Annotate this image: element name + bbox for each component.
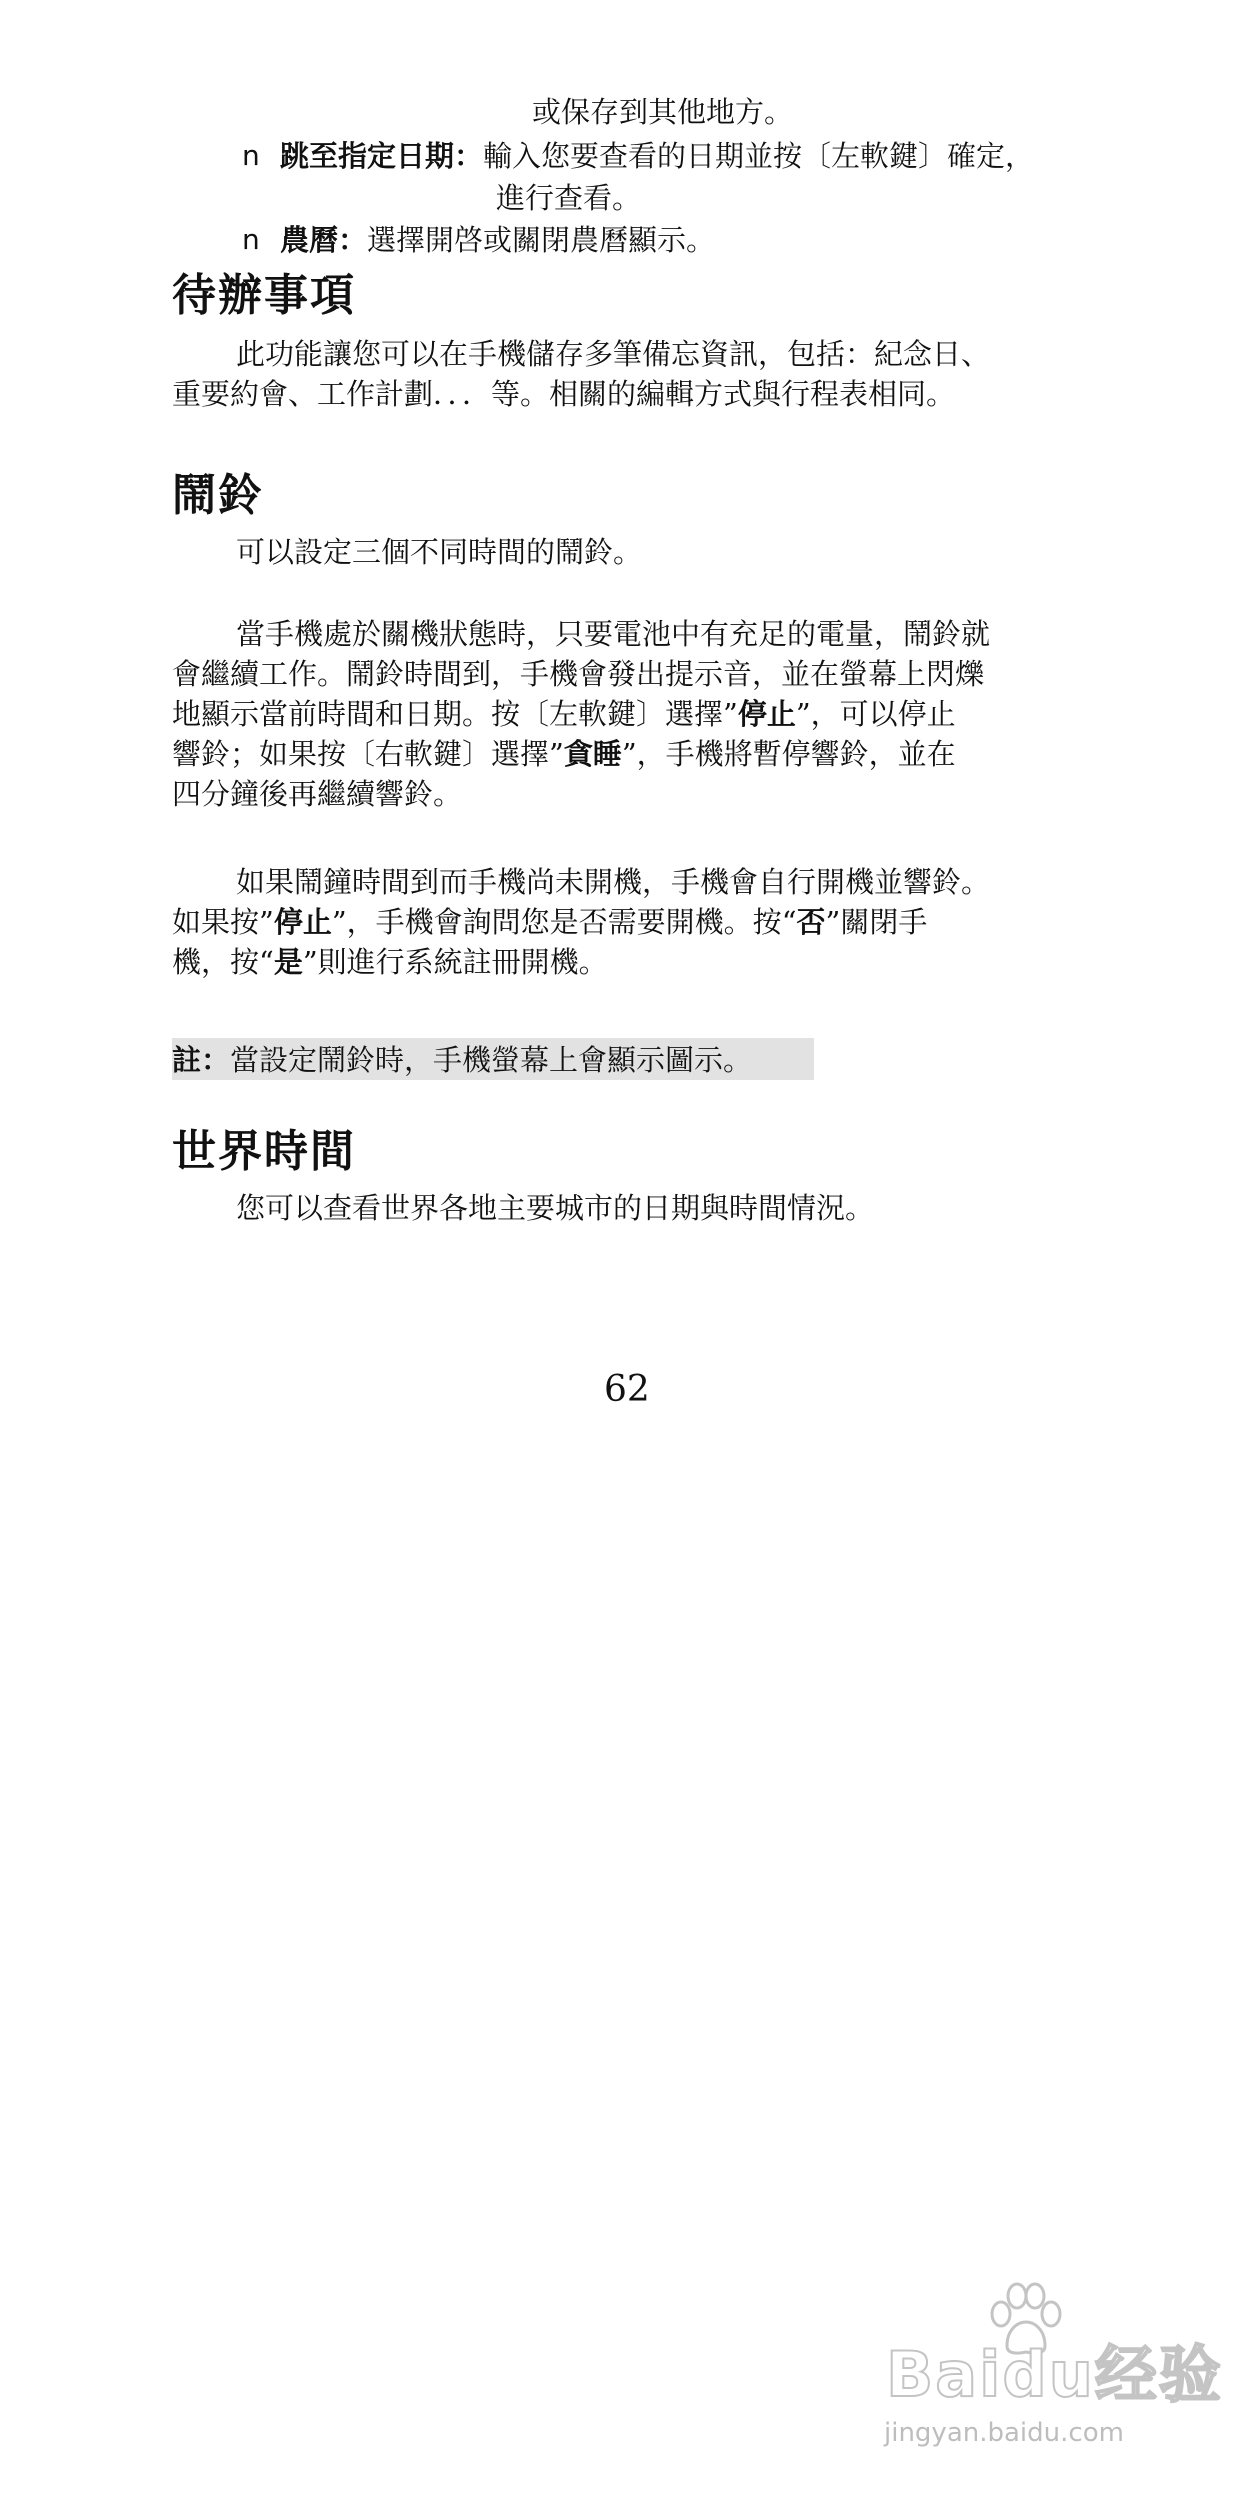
quote-mark: “: [259, 945, 274, 979]
text-run: 如果按: [172, 905, 260, 939]
watermark-logo-text: Baidu经验: [886, 2338, 1223, 2411]
paragraph-line: [172, 694, 956, 734]
note: [172, 1040, 752, 1080]
bullet-text: 選擇開啓或關閉農曆顯示。: [367, 223, 716, 257]
page-number: 62: [604, 1369, 650, 1410]
watermark-url: jingyan.baidu.com: [884, 2418, 1124, 2448]
text-run: 機，按: [172, 945, 260, 979]
paragraph-line: 如果鬧鐘時間到而手機尚未開機，手機會自行開機並響鈴。: [236, 865, 991, 899]
bullet-text: 輸入您要查看的日期並按〔左軟鍵〕確定，: [483, 139, 1035, 173]
paragraph-line: 會繼續工作。鬧鈴時間到，手機會發出提示音，並在螢幕上閃爍: [172, 657, 985, 691]
paragraph-line: [172, 942, 608, 982]
quote-mark: ”: [723, 697, 738, 731]
paragraph-line: 重要約會、工作計劃．．．等。相關的編輯方式與行程表相同。: [172, 377, 956, 411]
section-heading-world-time: 世界時間: [172, 1126, 356, 1177]
section-heading-alarm: 鬧鈴: [172, 470, 264, 521]
paragraph-line: 可以設定三個不同時間的鬧鈴。: [236, 535, 643, 569]
list-continuation-text: 或保存到其他地方。: [532, 95, 794, 129]
section-heading-todo: 待辦事項: [172, 270, 356, 321]
paragraph-line: 四分鐘後再繼續響鈴。: [172, 777, 463, 811]
text-run: 響鈴；如果按〔右軟鍵〕選擇: [172, 737, 550, 771]
text-run: ”關閉手: [825, 905, 928, 939]
quote-mark: ”: [549, 737, 564, 771]
text-run: ”，手機會詢問您是否需要開機。按: [331, 905, 782, 939]
paragraph-line: 您可以查看世界各地主要城市的日期與時間情況。: [236, 1191, 875, 1225]
bullet-term: 跳至指定日期：: [280, 139, 484, 173]
paragraph-line: 當手機處於關機狀態時，只要電池中有充足的電量，鬧鈴就: [236, 617, 991, 651]
bullet-item-lunar-calendar: [280, 220, 715, 260]
text-run: 地顯示當前時間和日期。按〔左軟鍵〕選擇: [172, 697, 724, 731]
bullet-marker: n: [242, 139, 260, 172]
bullet-term: 農曆：: [280, 223, 368, 257]
bullet-item-jump-to-date: [280, 136, 1034, 176]
emphasis-stop: 停止: [737, 697, 796, 731]
emphasis-yes: 是: [273, 945, 303, 979]
paragraph-line: [172, 902, 927, 942]
note-label: 註：: [172, 1043, 231, 1077]
text-run: ”，可以停止: [795, 697, 956, 731]
text-run: ”則進行系統註冊開機。: [302, 945, 608, 979]
paragraph-line: 此功能讓您可以在手機儲存多筆備忘資訊，包括：紀念日、: [236, 337, 991, 371]
emphasis-no: 否: [796, 905, 826, 939]
text-run: ”，手機將暫停響鈴，並在: [621, 737, 956, 771]
bullet-marker: n: [242, 223, 260, 256]
note-text: 當設定鬧鈴時，手機螢幕上會顯示圖示。: [230, 1043, 753, 1077]
emphasis-stop: 停止: [273, 905, 332, 939]
bullet-continuation: 進行查看。: [496, 181, 642, 215]
quote-mark: ”: [259, 905, 274, 939]
emphasis-snooze: 貪睡: [563, 737, 622, 771]
quote-mark: “: [781, 905, 797, 939]
paragraph-line: [172, 734, 956, 774]
